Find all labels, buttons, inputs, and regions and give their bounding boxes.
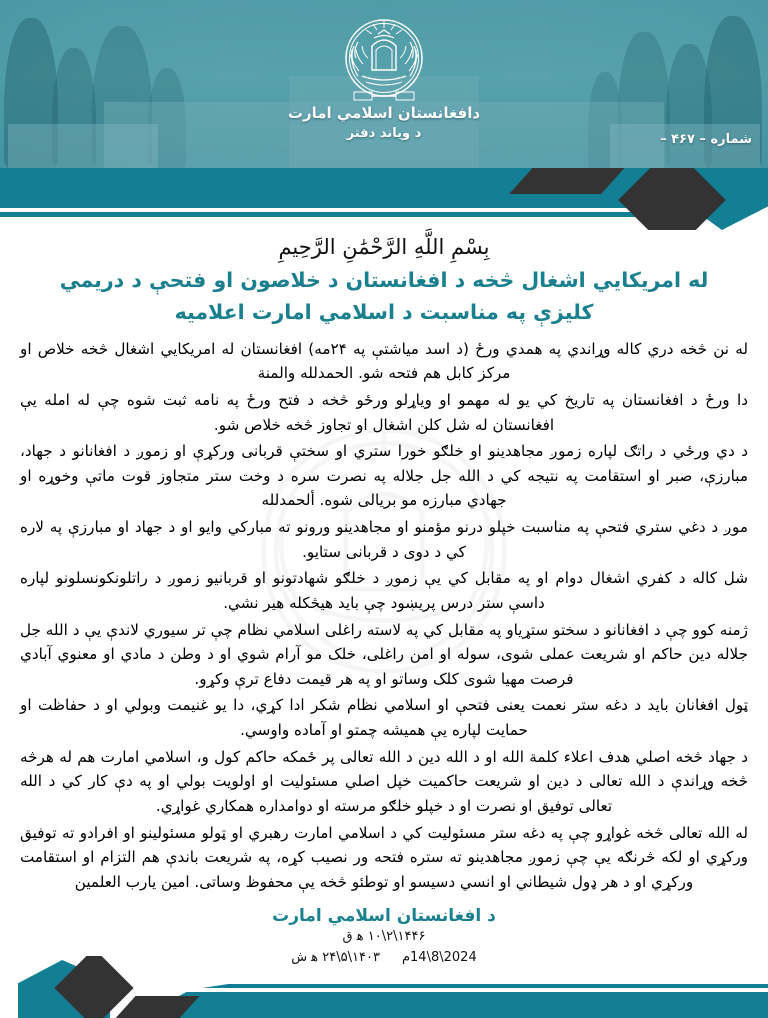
header-ribbon-decoration bbox=[0, 168, 768, 230]
paragraph: د دي ورځي د راتګ لپاره زموږ مجاهدینو او خلګو خورا ستري او سختې قربانی ورکړې او زموږ د افغانانو د جهاد، مبارزې، صبر او استقامت په نتیجه کي د الله جل جلاله په نصرت سره د وخت ستر متجاوز قوت ماتې وخوړه او جهادي مبارزه مو بریالی شوه. ألحمدلله bbox=[20, 442, 748, 510]
header-title: دافغانستان اسلامي امارت bbox=[287, 104, 481, 122]
paragraph: له الله تعالی څخه غواړو چې په دغه ستر مسئولیت کي د اسلامي امارت رهبري او ټولو مسئولینو او افرادو ته توفیق ورکړي او لکه څرنګه یې چې زموږ مجاهدینو ته ستره فتحه ور نصیب کړه، په شریعت باندې هم التزام او استقامت ورکړي او د هر ډول شیطاني او انسي دسیسو او توطئو څخه یې محفوظ وساتی. امین یارب العلمین bbox=[20, 823, 748, 891]
document-body bbox=[0, 236, 768, 967]
emblem-icon bbox=[332, 6, 436, 110]
signature-line: د افغانستان اسلامي امارت bbox=[272, 906, 496, 927]
page-title: له امریکایي اشغال څخه د افغانستان د خلاصون او فتحې د دریمي کلیزې په مناسبت د اسلامي امارت اعلامیه bbox=[59, 268, 709, 324]
footer-bar bbox=[228, 992, 768, 1018]
bismillah-calligraphy: بِسْمِ اللَّهِ الرَّحْمَٰنِ الرَّحِيمِ bbox=[278, 235, 490, 259]
header-subtitle: د وياند دفتر bbox=[346, 126, 422, 141]
paragraph: موږ د دغي ستري فتحې په مناسبت خپلو درنو مؤمنو او مجاهدینو ورونو ته مبارکي وایو او د جهاد او مبارزې په لاره کي د دوی د قربانی ستایو. bbox=[20, 518, 748, 561]
footer-accent-line bbox=[248, 984, 768, 988]
paragraph: دا ورځ د افغانستان په تاریخ کي یو له مهمو او ویاړلو ورځو څخه د فتح ورځ په نامه ثبت شوه چې له امله یې افغانستان له شل کلن اشغال او تجاوز څخه خلاص شو. bbox=[20, 390, 748, 434]
date-hijri: ۱۴۴۶\۲\۱۰ ه‍ ق bbox=[342, 929, 426, 945]
page-header bbox=[0, 0, 768, 168]
issue-number: شماره – ۴۶۷ – bbox=[660, 132, 752, 147]
paragraph: شل کاله د کفري اشغال دوام او په مقابل کي یې زموږ د خلګو شهادتونو او قربانیو زموږ د راتلونکونسلونو لپاره داسې ستر درس پریښود چې باید هیڅکله هیر نشي. bbox=[20, 569, 748, 612]
ribbon-accent-line bbox=[0, 212, 612, 217]
date-gregorian: 2024\8\14م bbox=[401, 949, 477, 965]
date-solar: ۱۴۰۳\۵\۲۴ ه‍ ش bbox=[291, 949, 380, 965]
paragraph: ټول افغانان باید د دغه ستر نعمت یعنی فتحې او اسلامي نظام شکر ادا کړي، دا یو غنیمت وبولي او د حفاظت او حمایت لپاره یې همیشه چمتو او آماده واوسي. bbox=[20, 696, 748, 739]
footer-accent-line-slant bbox=[202, 984, 268, 988]
paragraph: د جهاد څخه اصلي هدف اعلاء کلمة الله او د الله دین د الله تعالی پر ځمکه حاکم کول و، اسلامي امارت هم له هرڅه څخه وړاندې د الله تعالی د دین او شریعت حاکمیت خپل اصلي مسئولیت او اولویت بولي او په دې کار کي د الله تعالی توفیق او نصرت او د خپلو خلګو مرسته او دوامداره همکاري غواړي. bbox=[20, 747, 748, 815]
paragraph: ژمنه کوو چې د افغانانو د سختو ستړیاو په مقابل کي په لاسته راغلی اسلامي نظام چې تر سیوري لاندې یې د الله جل جلاله دین حاکم او شریعت عملی شوی، سوله او امن راغلی، خلک مو آرام شوي او د وطن د مادي او معنوي آبادي فرصت مهیا شوی کلک وساتو او په هر قیمت دفاع ترې وکړو. bbox=[20, 620, 748, 688]
paragraph: له نن څخه دري کاله وړاندي په همدي ورځ (د اسد میاشتې په ۲۴مه) افغانستان له امریکایي اشغال څخه خلاص او مرکز کابل هم فتحه شو. الحمدلله والمنة bbox=[20, 339, 749, 383]
date-secondary-row bbox=[16, 949, 752, 967]
